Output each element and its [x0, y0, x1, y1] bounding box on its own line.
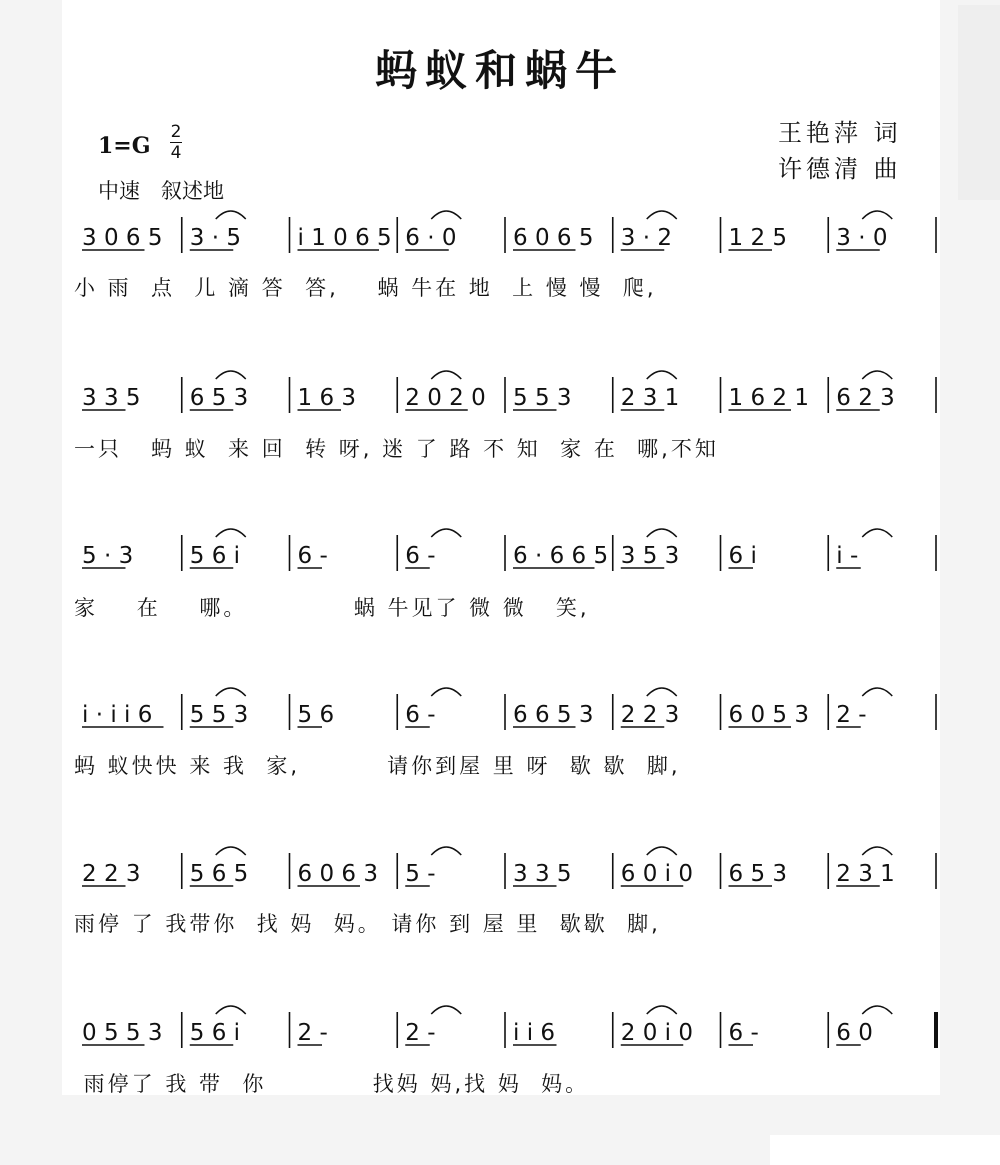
slur-arc: [862, 371, 892, 379]
lyrics-row-6: 雨停了 我 带 你 找妈 妈,找 妈 妈。: [74, 1072, 590, 1096]
slur-arc: [431, 529, 461, 537]
measure-notes: 5 6 i: [189, 543, 241, 569]
measure-notes: 2 3 1: [620, 385, 680, 411]
slur-arc: [862, 688, 892, 696]
measure-notes: 5 5 3: [189, 702, 249, 728]
measure-notes: 6 · 6 6 5: [513, 543, 609, 569]
measure-notes: 0 5 5 3: [82, 1020, 163, 1046]
measure-notes: i i 6: [513, 1020, 556, 1046]
slur-arc: [216, 211, 246, 219]
measure-notes: 6 -: [405, 702, 436, 728]
slur-arc: [862, 529, 892, 537]
measure-notes: 6 5 3: [728, 861, 788, 887]
measure-notes: 6 0 i 0: [620, 861, 693, 887]
slur-arc: [647, 371, 677, 379]
measure-notes: 1 2 5: [728, 225, 788, 251]
slur-arc: [647, 529, 677, 537]
slur-arc: [862, 211, 892, 219]
measure-notes: 6 -: [728, 1020, 759, 1046]
time-signature-top: 2: [170, 122, 182, 142]
slur-arc: [216, 529, 246, 537]
slur-arc: [647, 1006, 677, 1014]
measure-notes: i -: [836, 543, 859, 569]
measure-notes: 6 · 0: [405, 225, 457, 251]
measure-notes: 6 -: [297, 543, 328, 569]
measure-notes: 5 6 i: [189, 1020, 241, 1046]
tempo-marking: 中速 叙述地: [98, 179, 224, 203]
measure-notes: 2 -: [836, 702, 867, 728]
measure-notes: 6 -: [405, 543, 436, 569]
slur-arc: [862, 847, 892, 855]
measure-notes: 2 0 i 0: [620, 1020, 693, 1046]
measure-notes: 6 0 6 3: [297, 861, 378, 887]
slur-arc: [647, 688, 677, 696]
measure-notes: 1 6 3: [297, 385, 357, 411]
measure-notes: 6 i: [728, 543, 757, 569]
slur-arc: [647, 847, 677, 855]
slur-arc: [431, 1006, 461, 1014]
measure-notes: 3 5 3: [620, 543, 680, 569]
slur-arc: [431, 847, 461, 855]
measure-notes: 3 3 5: [513, 861, 572, 887]
slur-arc: [216, 1006, 246, 1014]
measure-notes: 5 -: [405, 861, 436, 887]
key-signature: 1=G: [98, 133, 151, 159]
measure-notes: 3 3 5: [82, 385, 141, 411]
slur-arc: [431, 211, 461, 219]
slur-arc: [216, 847, 246, 855]
measure-notes: 3 · 2: [620, 225, 672, 251]
measure-notes: 3 · 5: [189, 225, 241, 251]
lyrics-row-4: 蚂 蚁快快 来 我 家, 请你到屋 里 呀 歇 歇 脚,: [74, 754, 681, 778]
measure-notes: 5 · 3: [82, 543, 134, 569]
measure-notes: 3 0 6 5: [82, 225, 163, 251]
measure-notes: 6 0: [836, 1020, 873, 1046]
measure-notes: 6 0 6 5: [513, 225, 594, 251]
measure-notes: 6 5 3: [189, 385, 249, 411]
song-title: 蚂蚁和蜗牛: [374, 46, 625, 95]
measure-notes: 2 3 1: [836, 861, 895, 887]
lyrics-row-5: 雨停 了 我带你 找 妈 妈。 请你 到 屋 里 歇歇 脚,: [74, 912, 661, 936]
lyrics-row-2: 一只 蚂 蚁 来 回 转 呀, 迷 了 路 不 知 家 在 哪,不知: [74, 437, 719, 461]
measure-notes: 2 0 2 0: [405, 385, 486, 411]
measure-notes: i · i i 6: [82, 702, 153, 728]
measure-notes: 2 -: [405, 1020, 436, 1046]
measure-notes: 2 2 3: [82, 861, 141, 887]
slur-arc: [216, 688, 246, 696]
lyricist-credit: 王艳萍 词: [778, 119, 902, 147]
lyrics-row-3: 家 在 哪。 蜗 牛见了 微 微 笑,: [74, 596, 590, 620]
measure-notes: 2 -: [297, 1020, 328, 1046]
measure-notes: 5 6: [297, 702, 335, 728]
measure-notes: 3 · 0: [836, 225, 888, 251]
composer-credit: 许德清 曲: [778, 155, 902, 183]
measure-notes: 6 0 5 3: [728, 702, 809, 728]
measure-notes: 1 6 2 1: [728, 385, 809, 411]
measure-notes: 5 5 3: [513, 385, 572, 411]
measure-notes: 5 6 5: [189, 861, 249, 887]
lyrics-row-1: 小 雨 点 儿 滴 答 答, 蜗 牛在 地 上 慢 慢 爬,: [74, 276, 657, 300]
measure-notes: 6 2 3: [836, 385, 895, 411]
slur-arc: [216, 371, 246, 379]
slur-arc: [647, 211, 677, 219]
slur-arc: [431, 688, 461, 696]
time-signature-bottom: 4: [170, 143, 182, 163]
measure-notes: i 1 0 6 5: [297, 225, 392, 251]
measure-notes: 6 6 5 3: [513, 702, 594, 728]
measure-notes: 2 2 3: [620, 702, 680, 728]
slur-arc: [431, 371, 461, 379]
slur-arc: [862, 1006, 892, 1014]
